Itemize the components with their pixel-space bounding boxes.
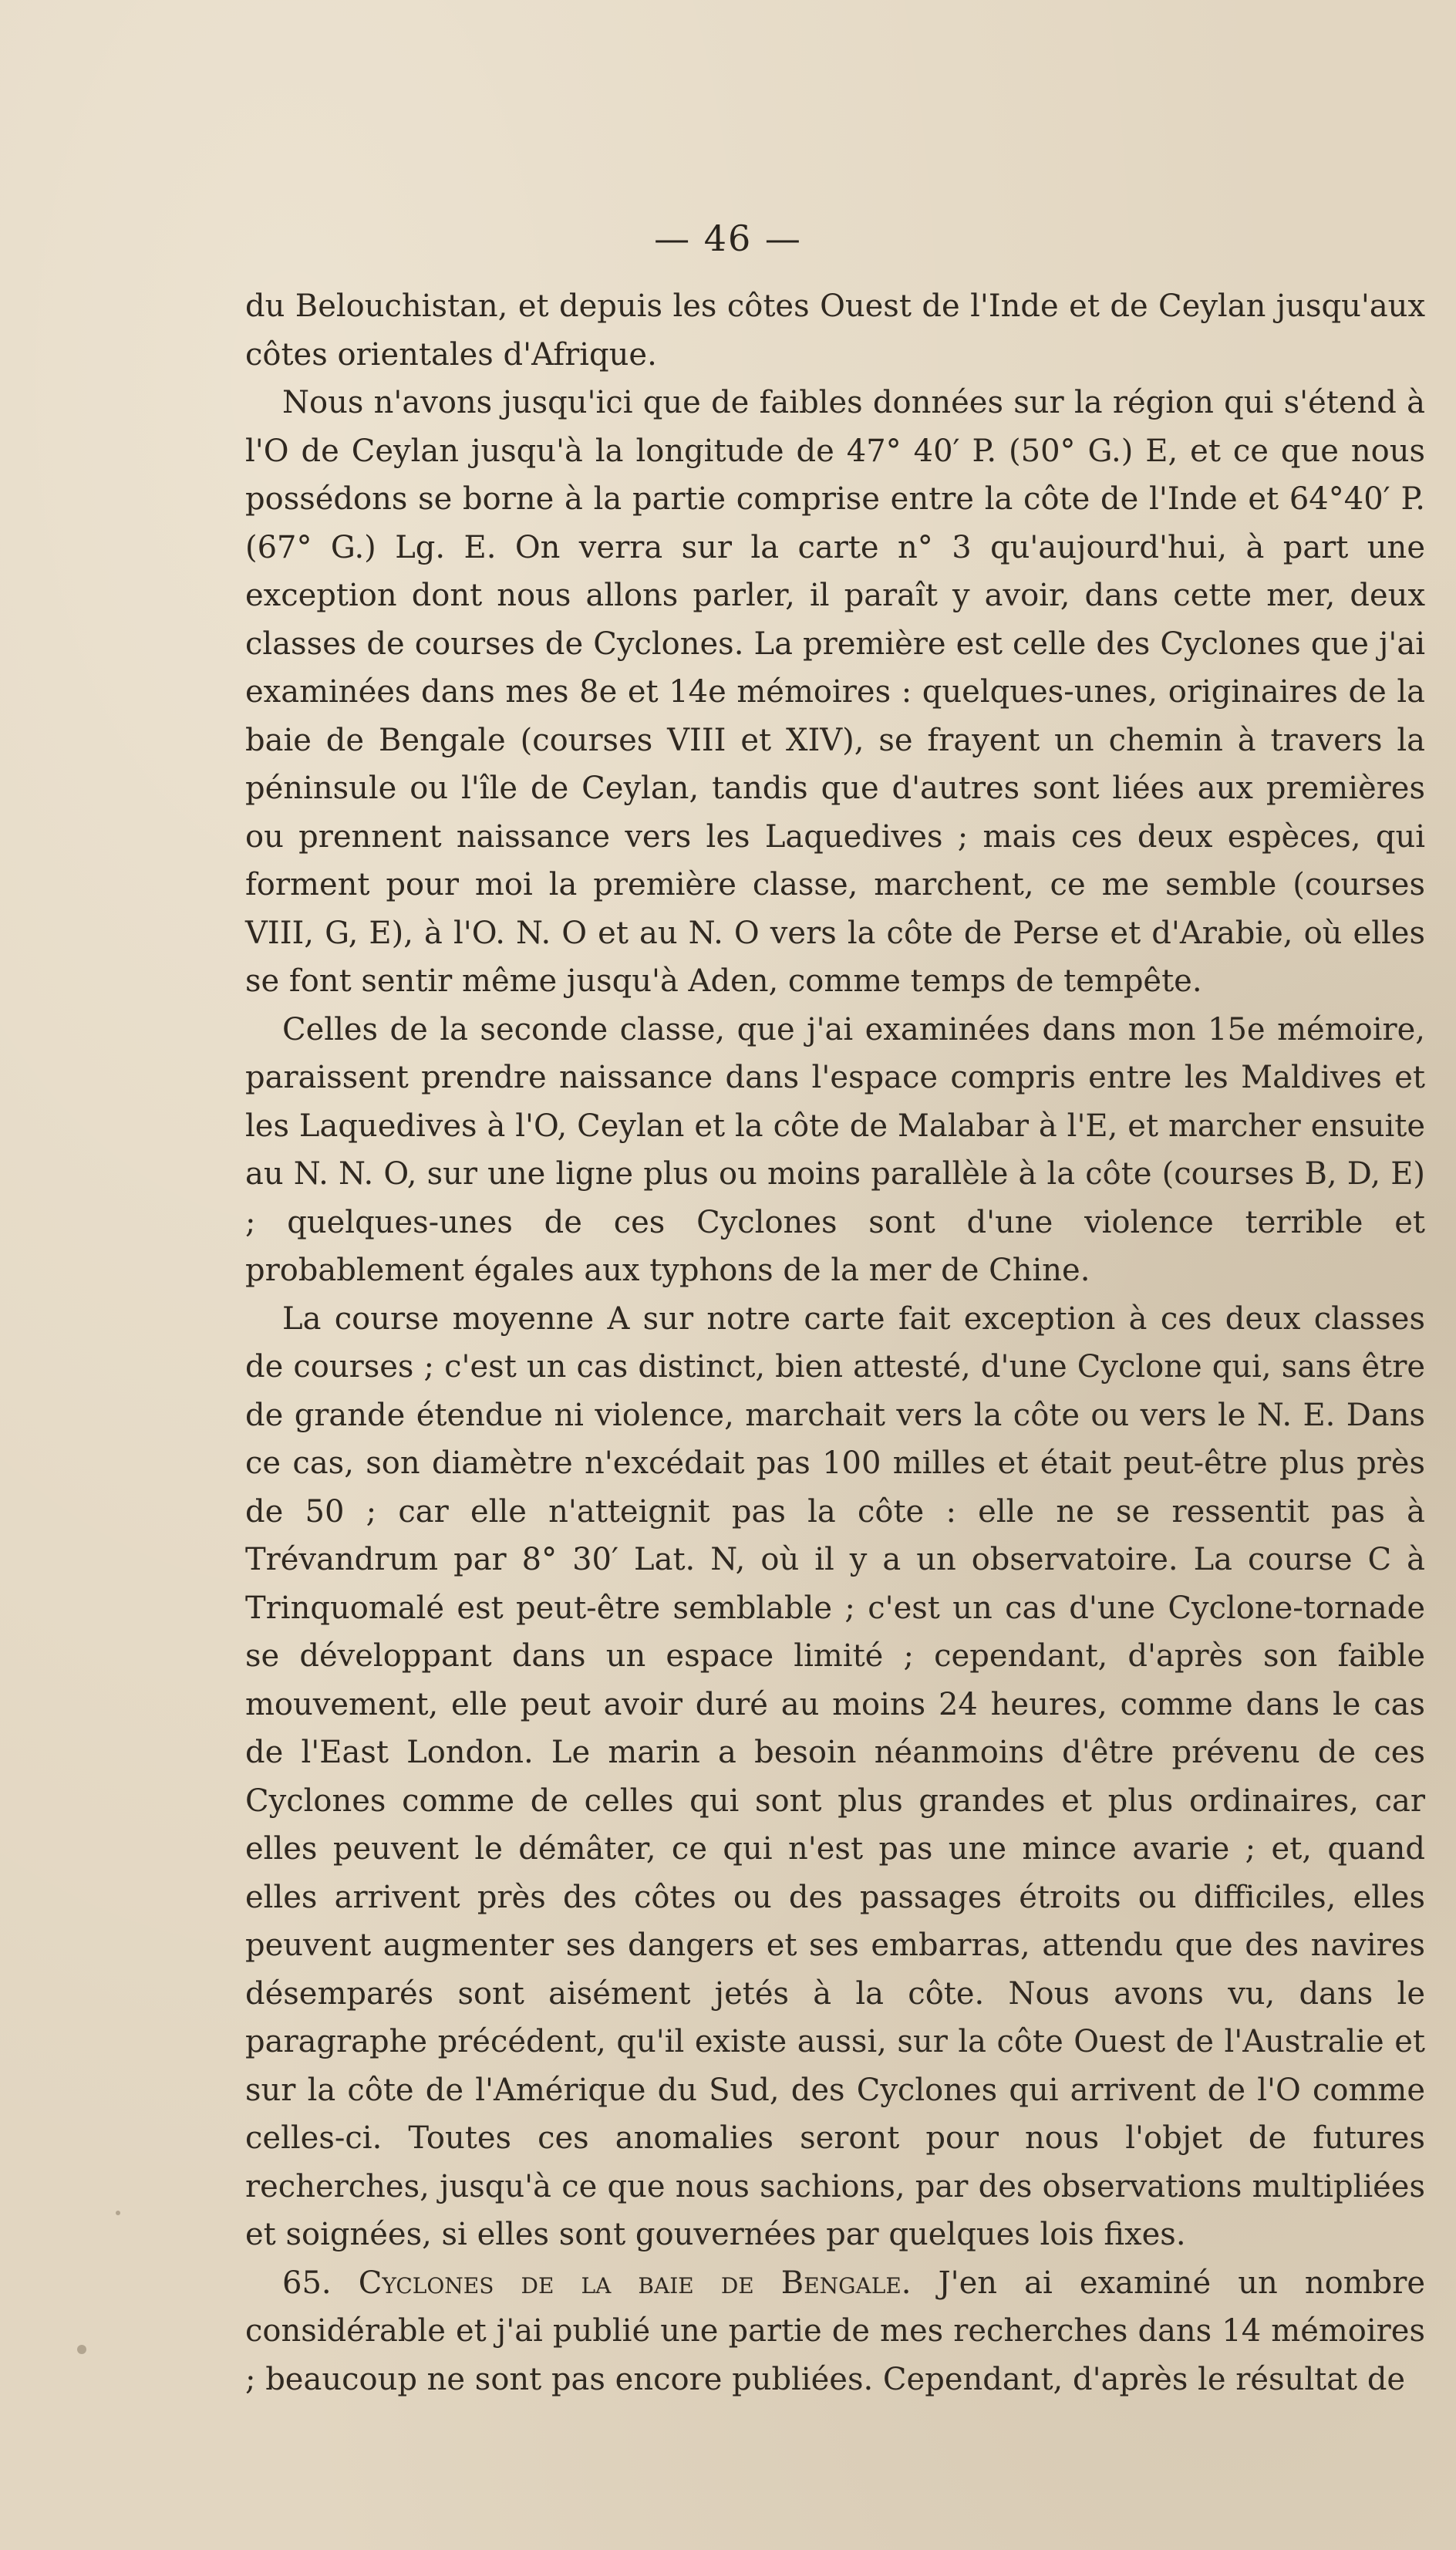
page-number: — 46 — [654,218,802,259]
section-text: J'en ai examiné un nombre considérable et j'ai publié une partie de mes recherches dans 14 mémoires ; beaucoup ne sont pas encore publiées. Cependant, d'après le résultat de [245,2265,1426,2397]
body-text [245,282,1425,2403]
section-heading: Cyclones de la baie de Bengale. [358,2265,912,2301]
paragraph-cyclone-classes: Nous n'avons jusqu'ici que de faibles données sur la région qui s'étend à l'O de Ceylan jusqu'à la longitude de 47° 40′ P. (50° G.) E, et ce que nous possédons se borne à la partie comprise entre la côte de l'Inde et 64°40′ P. (67° G.) Lg. E. On verra sur la carte n° 3 qu'aujourd'hui, à part une exception dont nous allons parler, il paraît y avoir, dans cette mer, deux classes de courses de Cyclones. La première est celle des Cyclones que j'ai examinées dans mes 8e et 14e mémoires : quelques-unes, originaires de la baie de Bengale (courses VIII et XIV), se frayent un chemin à travers la péninsule ou l'île de Ceylan, tandis que d'autres sont liées aux premières ou prennent naissance vers les Laquedives ; mais ces deux espèces, qui forment pour moi la première classe, marchent, ce me semble (courses VIII, G, E), à l'O. N. O et au N. O vers la côte de Perse et d'Arabie, où elles se font sentir même jusqu'à Aden, comme temps de tempête. [245,385,1425,999]
paragraph-continuation: du Belouchistan, et depuis les côtes Ouest de l'Inde et de Ceylan jusqu'aux côtes orientales d'Afrique. [245,288,1425,373]
section-number: 65. [282,2265,332,2301]
ink-spot [116,2211,120,2215]
section-65 [245,2259,1425,2404]
paragraph-exception-course: La course moyenne A sur notre carte fait exception à ces deux classes de courses ; c'est un cas distinct, bien attesté, d'une Cyclone qui, sans être de grande étendue ni violence, marchait vers la côte ou vers le N. E. Dans ce cas, son diamètre n'excédait pas 100 milles et était peut-être plus près de 50 ; car elle n'atteignit pas la côte : elle ne se ressentit pas à Trévandrum par 8° 30′ Lat. N, où il y a un observatoire. La course C à Trinquomalé est peut-être semblable ; c'est un cas d'une Cyclone-tornade se développant dans un espace limité ; cependant, d'après son faible mouvement, elle peut avoir duré au moins 24 heures, comme dans le cas de l'East London. Le marin a besoin néanmoins d'être prévenu de ces Cyclones comme de celles qui sont plus grandes et plus ordinaires, car elles peuvent le démâter, ce qui n'est pas une mince avarie ; et, quand elles arrivent près des côtes ou des passages étroits ou difficiles, elles peuvent augmenter ses dangers et ses embarras, attendu que des navires désemparés sont aisément jetés à la côte. Nous avons vu, dans le paragraphe précédent, qu'il existe aussi, sur la côte Ouest de l'Australie et sur la côte de l'Amérique du Sud, des Cyclones qui arrivent de l'O comme celles-ci. Toutes ces anomalies seront pour nous l'objet de futures recherches, jusqu'à ce que nous sachions, par des observations multipliées et soignées, si elles sont gouvernées par quelques lois fixes. [245,1300,1425,2252]
paragraph-second-class: Celles de la seconde classe, que j'ai examinées dans mon 15e mémoire, paraissent prendre naissance dans l'espace compris entre les Maldives et les Laquedives à l'O, Ceylan et la côte de Malabar à l'E, et marcher ensuite au N. N. O, sur une ligne plus ou moins parallèle à la côte (courses B, D, E) ; quelques-unes de ces Cyclones sont d'une violence terrible et probablement égales aux typhons de la mer de Chine. [245,1011,1425,1288]
ink-spot [77,2345,86,2354]
